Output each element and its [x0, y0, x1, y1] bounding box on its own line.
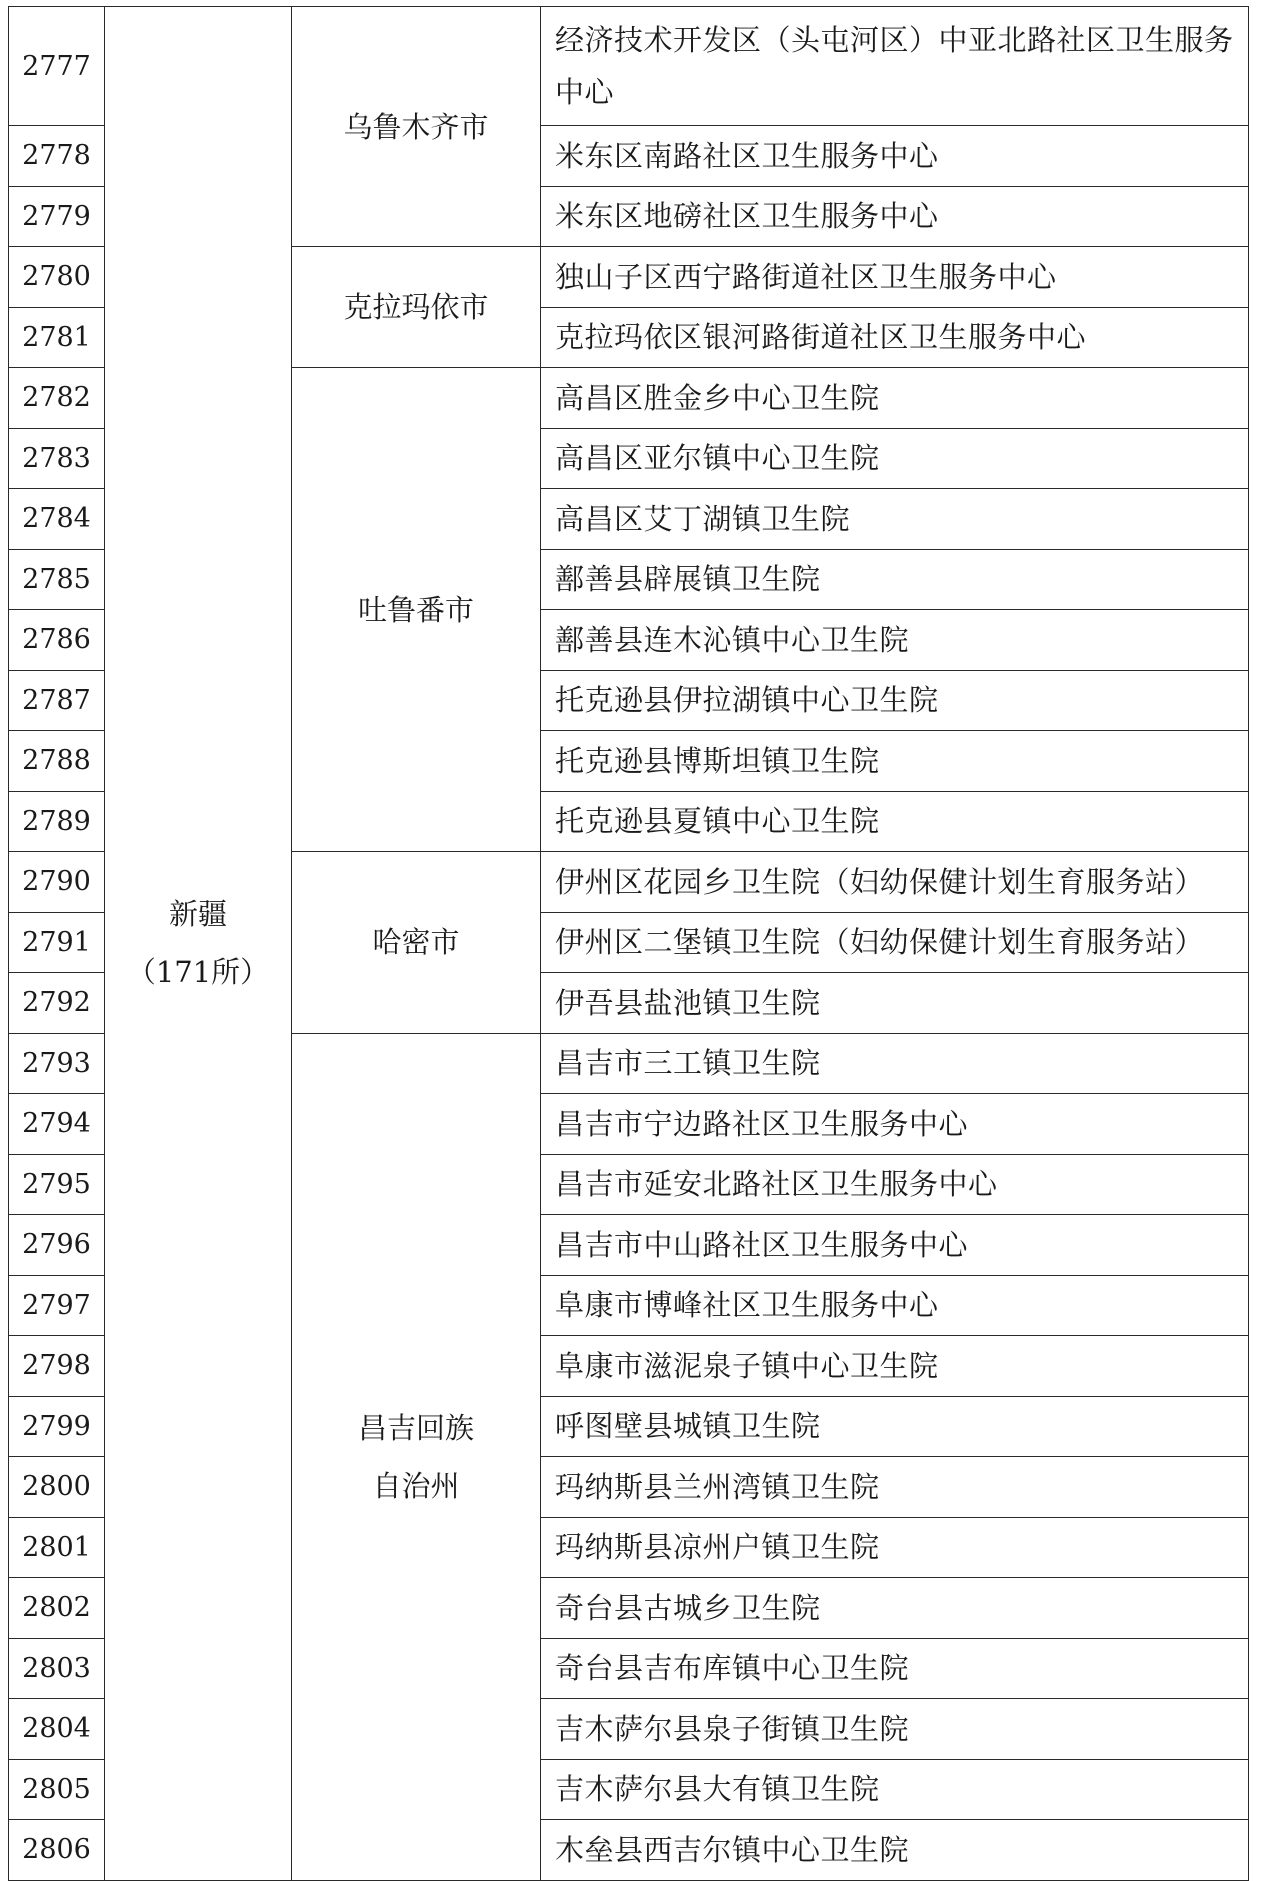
institution-name: 独山子区西宁路街道社区卫生服务中心 [541, 247, 1249, 308]
institution-name: 木垒县西吉尔镇中心卫生院 [541, 1820, 1249, 1881]
institution-name: 阜康市滋泥泉子镇中心卫生院 [541, 1336, 1249, 1397]
province-cell [105, 7, 292, 1881]
row-number: 2791 [9, 912, 105, 973]
province-name: 新疆 [168, 897, 227, 932]
row-number: 2782 [9, 368, 105, 429]
row-number: 2800 [9, 1457, 105, 1518]
row-number: 2795 [9, 1154, 105, 1215]
city-name: 克拉玛依市 [343, 290, 489, 324]
row-number: 2789 [9, 791, 105, 852]
row-number: 2797 [9, 1275, 105, 1336]
institution-name: 托克逊县伊拉湖镇中心卫生院 [541, 670, 1249, 731]
institution-name: 高昌区艾丁湖镇卫生院 [541, 489, 1249, 550]
institution-name: 伊吾县盐池镇卫生院 [541, 973, 1249, 1034]
institution-name: 昌吉市延安北路社区卫生服务中心 [541, 1154, 1249, 1215]
institution-name: 吉木萨尔县泉子街镇卫生院 [541, 1699, 1249, 1760]
row-number: 2793 [9, 1033, 105, 1094]
row-number: 2796 [9, 1215, 105, 1276]
institution-name: 奇台县吉布库镇中心卫生院 [541, 1638, 1249, 1699]
institution-name: 呼图壁县城镇卫生院 [541, 1396, 1249, 1457]
row-number: 2806 [9, 1820, 105, 1881]
row-number: 2801 [9, 1517, 105, 1578]
institution-name: 玛纳斯县凉州户镇卫生院 [541, 1517, 1249, 1578]
row-number: 2804 [9, 1699, 105, 1760]
institution-name: 昌吉市中山路社区卫生服务中心 [541, 1215, 1249, 1276]
institution-name: 奇台县古城乡卫生院 [541, 1578, 1249, 1639]
institution-name: 托克逊县夏镇中心卫生院 [541, 791, 1249, 852]
province-count: （171所） [126, 955, 270, 990]
table-row [9, 7, 1249, 126]
row-number: 2799 [9, 1396, 105, 1457]
city-cell [292, 7, 541, 247]
city-cell [292, 852, 541, 1034]
institution-name: 阜康市博峰社区卫生服务中心 [541, 1275, 1249, 1336]
city-name: 乌鲁木齐市 [343, 109, 489, 144]
city-name: 昌吉回族 [357, 1410, 474, 1445]
institution-name: 玛纳斯县兰州湾镇卫生院 [541, 1457, 1249, 1518]
institution-name: 米东区南路社区卫生服务中心 [541, 126, 1249, 187]
institution-name: 高昌区亚尔镇中心卫生院 [541, 428, 1249, 489]
city-cell [292, 1033, 541, 1880]
institution-name: 鄯善县连木沁镇中心卫生院 [541, 610, 1249, 671]
row-number: 2780 [9, 247, 105, 308]
institution-name: 昌吉市宁边路社区卫生服务中心 [541, 1094, 1249, 1155]
row-number: 2779 [9, 186, 105, 247]
row-number: 2781 [9, 307, 105, 368]
city-name: 吐鲁番市 [357, 592, 474, 627]
row-number: 2802 [9, 1578, 105, 1639]
row-number: 2790 [9, 852, 105, 913]
institution-name: 米东区地磅社区卫生服务中心 [541, 186, 1249, 247]
row-number: 2786 [9, 610, 105, 671]
institution-name: 昌吉市三工镇卫生院 [541, 1033, 1249, 1094]
institution-name: 伊州区二堡镇卫生院（妇幼保健计划生育服务站） [541, 912, 1249, 973]
institution-name: 吉木萨尔县大有镇卫生院 [541, 1759, 1249, 1820]
row-number: 2784 [9, 489, 105, 550]
institution-name: 托克逊县博斯坦镇卫生院 [541, 731, 1249, 792]
row-number: 2803 [9, 1638, 105, 1699]
row-number: 2778 [9, 126, 105, 187]
row-number: 2785 [9, 549, 105, 610]
institution-name: 经济技术开发区（头屯河区）中亚北路社区卫生服务中心 [541, 7, 1249, 126]
row-number: 2798 [9, 1336, 105, 1397]
institution-table [8, 6, 1249, 1881]
row-number: 2788 [9, 731, 105, 792]
city-cell [292, 368, 541, 852]
institution-name: 克拉玛依区银河路街道社区卫生服务中心 [541, 307, 1249, 368]
institution-name: 鄯善县辟展镇卫生院 [541, 549, 1249, 610]
row-number: 2792 [9, 973, 105, 1034]
institution-name: 高昌区胜金乡中心卫生院 [541, 368, 1249, 429]
row-number: 2783 [9, 428, 105, 489]
row-number: 2794 [9, 1094, 105, 1155]
city-name: 哈密市 [372, 925, 460, 960]
city-name: 自治州 [372, 1468, 460, 1503]
row-number: 2805 [9, 1759, 105, 1820]
institution-name: 伊州区花园乡卫生院（妇幼保健计划生育服务站） [541, 852, 1249, 913]
row-number: 2787 [9, 670, 105, 731]
row-number: 2777 [9, 7, 105, 126]
city-cell [292, 247, 541, 368]
